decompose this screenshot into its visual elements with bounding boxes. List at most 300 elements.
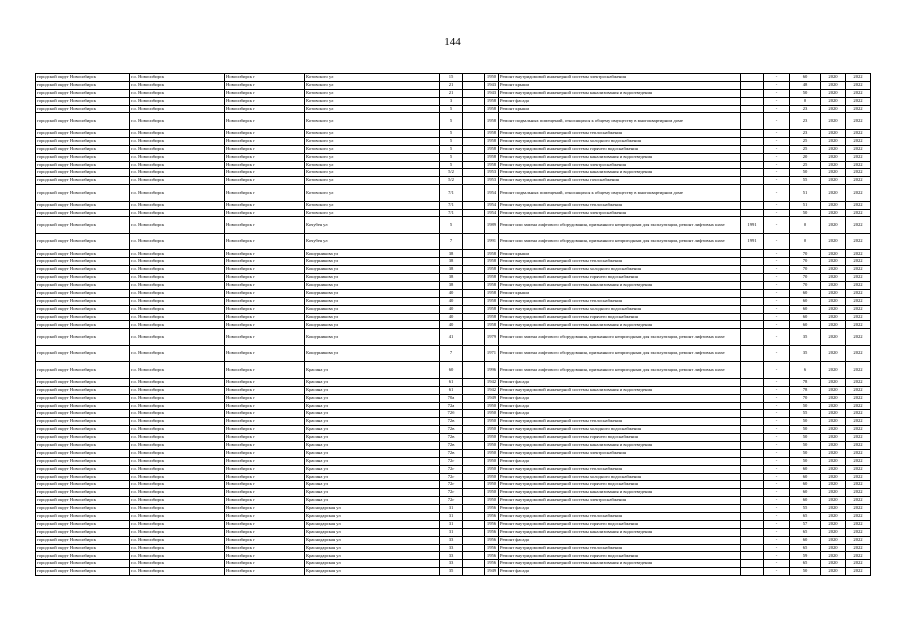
municipality-cell: городской округ Новосибирск xyxy=(36,266,130,274)
building-cell xyxy=(463,145,485,153)
table-row xyxy=(36,442,871,450)
start-year-cell: 2020 xyxy=(821,289,846,297)
dash-cell: - xyxy=(764,552,790,560)
start-year-cell: 2020 xyxy=(821,410,846,418)
dash-cell: - xyxy=(764,233,790,250)
building-cell xyxy=(463,552,485,560)
city-cell: Новосибирск г xyxy=(225,274,305,282)
building-cell xyxy=(463,329,485,346)
commissioning-year-cell xyxy=(741,402,764,410)
end-year-cell: 2022 xyxy=(846,449,871,457)
table-row xyxy=(36,513,871,521)
wear-percent-cell: 50 xyxy=(790,457,821,465)
start-year-cell: 2020 xyxy=(821,321,846,329)
district-cell: г.о. Новосибирск xyxy=(130,497,225,505)
city-cell: Новосибирск г xyxy=(225,145,305,153)
city-cell: Новосибирск г xyxy=(225,552,305,560)
work-type-cell: Ремонт фасада xyxy=(499,402,741,410)
street-cell: Красина ул xyxy=(305,426,440,434)
district-cell: г.о. Новосибирск xyxy=(130,386,225,394)
district-cell: г.о. Новосибирск xyxy=(130,258,225,266)
end-year-cell: 2022 xyxy=(846,153,871,161)
district-cell: г.о. Новосибирск xyxy=(130,465,225,473)
end-year-cell: 2022 xyxy=(846,250,871,258)
table-row xyxy=(36,177,871,185)
work-type-cell: Ремонт или замена лифтового оборудования, признанного непригодным для эксплуатации, ремонт лифтовых шахт xyxy=(499,233,741,250)
building-cell xyxy=(463,442,485,450)
work-type-cell: Ремонт внутридомовой инженерной системы горячего водоснабжения xyxy=(499,313,741,321)
street-cell: Кочубея ул xyxy=(305,217,440,234)
table-row xyxy=(36,129,871,137)
commissioning-year-cell xyxy=(741,321,764,329)
district-cell: г.о. Новосибирск xyxy=(130,402,225,410)
end-year-cell: 2022 xyxy=(846,489,871,497)
table-row xyxy=(36,321,871,329)
municipality-cell: городской округ Новосибирск xyxy=(36,289,130,297)
commissioning-year-cell xyxy=(741,250,764,258)
house-number-cell: 5 xyxy=(440,161,463,169)
house-number-cell: 61 xyxy=(440,386,463,394)
start-year-cell: 2020 xyxy=(821,442,846,450)
municipality-cell: городской округ Новосибирск xyxy=(36,528,130,536)
district-cell: г.о. Новосибирск xyxy=(130,520,225,528)
municipality-cell: городской округ Новосибирск xyxy=(36,169,130,177)
start-year-cell: 2020 xyxy=(821,536,846,544)
building-cell xyxy=(463,289,485,297)
house-number-cell: 5 xyxy=(440,105,463,113)
start-year-cell: 2020 xyxy=(821,505,846,513)
table-row xyxy=(36,568,871,576)
end-year-cell: 2022 xyxy=(846,536,871,544)
house-number-cell: 72а xyxy=(440,402,463,410)
dash-cell: - xyxy=(764,481,790,489)
building-cell xyxy=(463,473,485,481)
table-row xyxy=(36,297,871,305)
work-type-cell: Ремонт внутридомовой инженерной системы горячего водоснабжения xyxy=(499,481,741,489)
municipality-cell: городской округ Новосибирск xyxy=(36,201,130,209)
wear-percent-cell: 60 xyxy=(790,473,821,481)
street-cell: Кошурникова ул xyxy=(305,289,440,297)
year-cell: 1942 xyxy=(485,378,499,386)
street-cell: Красина ул xyxy=(305,481,440,489)
house-number-cell: 72г xyxy=(440,481,463,489)
house-number-cell: 7/1 xyxy=(440,209,463,217)
municipality-cell: городской округ Новосибирск xyxy=(36,552,130,560)
building-cell xyxy=(463,137,485,145)
year-cell: 1954 xyxy=(485,201,499,209)
work-type-cell: Ремонт внутридомовой инженерной системы теплоснабжения xyxy=(499,513,741,521)
building-cell xyxy=(463,97,485,105)
table-row xyxy=(36,153,871,161)
building-cell xyxy=(463,528,485,536)
municipality-cell: городской округ Новосибирск xyxy=(36,418,130,426)
end-year-cell: 2022 xyxy=(846,410,871,418)
wear-percent-cell: 60 xyxy=(790,536,821,544)
house-number-cell: 15 xyxy=(440,74,463,82)
commissioning-year-cell xyxy=(741,129,764,137)
year-cell: 1956 xyxy=(485,544,499,552)
end-year-cell: 2022 xyxy=(846,313,871,321)
city-cell: Новосибирск г xyxy=(225,536,305,544)
district-cell: г.о. Новосибирск xyxy=(130,185,225,202)
municipality-cell: городской округ Новосибирск xyxy=(36,74,130,82)
dash-cell: - xyxy=(764,129,790,137)
commissioning-year-cell xyxy=(741,473,764,481)
city-cell: Новосибирск г xyxy=(225,402,305,410)
table-row xyxy=(36,97,871,105)
municipality-cell: городской округ Новосибирск xyxy=(36,89,130,97)
work-type-cell: Ремонт внутридомовой инженерной системы электроснабжения xyxy=(499,161,741,169)
city-cell: Новосибирск г xyxy=(225,258,305,266)
work-type-cell: Ремонт внутридомовой инженерной системы теплоснабжения xyxy=(499,129,741,137)
end-year-cell: 2022 xyxy=(846,129,871,137)
work-type-cell: Ремонт фасада xyxy=(499,378,741,386)
city-cell: Новосибирск г xyxy=(225,282,305,290)
municipality-cell: городской округ Новосибирск xyxy=(36,145,130,153)
end-year-cell: 2022 xyxy=(846,402,871,410)
building-cell xyxy=(463,169,485,177)
year-cell: 1950 xyxy=(485,457,499,465)
commissioning-year-cell xyxy=(741,297,764,305)
city-cell: Новосибирск г xyxy=(225,177,305,185)
city-cell: Новосибирск г xyxy=(225,560,305,568)
street-cell: Котовского ул xyxy=(305,161,440,169)
wear-percent-cell: 0 xyxy=(790,233,821,250)
year-cell: 1950 xyxy=(485,481,499,489)
street-cell: Краснодарская ул xyxy=(305,536,440,544)
start-year-cell: 2020 xyxy=(821,544,846,552)
street-cell: Красина ул xyxy=(305,394,440,402)
municipality-cell: городской округ Новосибирск xyxy=(36,457,130,465)
dash-cell: - xyxy=(764,209,790,217)
building-cell xyxy=(463,465,485,473)
district-cell: г.о. Новосибирск xyxy=(130,129,225,137)
dash-cell: - xyxy=(764,505,790,513)
dash-cell: - xyxy=(764,544,790,552)
municipality-cell: городской округ Новосибирск xyxy=(36,513,130,521)
table-row xyxy=(36,434,871,442)
dash-cell: - xyxy=(764,362,790,379)
house-number-cell: 61 xyxy=(440,378,463,386)
municipality-cell: городской округ Новосибирск xyxy=(36,520,130,528)
work-type-cell: Ремонт фасада xyxy=(499,457,741,465)
street-cell: Котовского ул xyxy=(305,177,440,185)
wear-percent-cell: 78 xyxy=(790,378,821,386)
year-cell: 1958 xyxy=(485,274,499,282)
table-row xyxy=(36,520,871,528)
street-cell: Котовского ул xyxy=(305,74,440,82)
district-cell: г.о. Новосибирск xyxy=(130,552,225,560)
table-row xyxy=(36,536,871,544)
municipality-cell: городской округ Новосибирск xyxy=(36,217,130,234)
wear-percent-cell: 0 xyxy=(790,97,821,105)
work-type-cell: Ремонт фасада xyxy=(499,394,741,402)
house-number-cell: 5/2 xyxy=(440,169,463,177)
table-row xyxy=(36,282,871,290)
street-cell: Котовского ул xyxy=(305,201,440,209)
district-cell: г.о. Новосибирск xyxy=(130,442,225,450)
start-year-cell: 2020 xyxy=(821,274,846,282)
city-cell: Новосибирск г xyxy=(225,81,305,89)
city-cell: Новосибирск г xyxy=(225,442,305,450)
city-cell: Новосибирск г xyxy=(225,129,305,137)
building-cell xyxy=(463,74,485,82)
start-year-cell: 2020 xyxy=(821,177,846,185)
building-cell xyxy=(463,305,485,313)
district-cell: г.о. Новосибирск xyxy=(130,209,225,217)
end-year-cell: 2022 xyxy=(846,465,871,473)
wear-percent-cell: 60 xyxy=(790,289,821,297)
street-cell: Кошурникова ул xyxy=(305,305,440,313)
table-row xyxy=(36,313,871,321)
end-year-cell: 2022 xyxy=(846,528,871,536)
year-cell: 1954 xyxy=(485,209,499,217)
end-year-cell: 2022 xyxy=(846,233,871,250)
table-row xyxy=(36,305,871,313)
end-year-cell: 2022 xyxy=(846,305,871,313)
street-cell: Краснодарская ул xyxy=(305,552,440,560)
dash-cell: - xyxy=(764,560,790,568)
table-row xyxy=(36,481,871,489)
commissioning-year-cell xyxy=(741,209,764,217)
building-cell xyxy=(463,497,485,505)
house-number-cell: 7 xyxy=(440,233,463,250)
house-number-cell: 35 xyxy=(440,568,463,576)
city-cell: Новосибирск г xyxy=(225,497,305,505)
end-year-cell: 2022 xyxy=(846,266,871,274)
district-cell: г.о. Новосибирск xyxy=(130,74,225,82)
street-cell: Котовского ул xyxy=(305,105,440,113)
commissioning-year-cell xyxy=(741,201,764,209)
work-type-cell: Ремонт внутридомовой инженерной системы канализования и водоотведения xyxy=(499,89,741,97)
municipality-cell: городской округ Новосибирск xyxy=(36,97,130,105)
district-cell: г.о. Новосибирск xyxy=(130,513,225,521)
table-row xyxy=(36,465,871,473)
dash-cell: - xyxy=(764,465,790,473)
start-year-cell: 2020 xyxy=(821,97,846,105)
end-year-cell: 2022 xyxy=(846,289,871,297)
municipality-cell: городской округ Новосибирск xyxy=(36,185,130,202)
dash-cell: - xyxy=(764,201,790,209)
district-cell: г.о. Новосибирск xyxy=(130,89,225,97)
municipality-cell: городской округ Новосибирск xyxy=(36,568,130,576)
dash-cell: - xyxy=(764,345,790,362)
street-cell: Кошурникова ул xyxy=(305,345,440,362)
municipality-cell: городской округ Новосибирск xyxy=(36,465,130,473)
start-year-cell: 2020 xyxy=(821,402,846,410)
street-cell: Котовского ул xyxy=(305,185,440,202)
start-year-cell: 2020 xyxy=(821,378,846,386)
start-year-cell: 2020 xyxy=(821,250,846,258)
street-cell: Кошурникова ул xyxy=(305,282,440,290)
start-year-cell: 2020 xyxy=(821,520,846,528)
wear-percent-cell: 60 xyxy=(790,489,821,497)
municipality-cell: городской округ Новосибирск xyxy=(36,345,130,362)
municipality-cell: городской округ Новосибирск xyxy=(36,362,130,379)
district-cell: г.о. Новосибирск xyxy=(130,282,225,290)
city-cell: Новосибирск г xyxy=(225,386,305,394)
street-cell: Краснодарская ул xyxy=(305,505,440,513)
building-cell xyxy=(463,513,485,521)
work-type-cell: Ремонт внутридомовой инженерной системы холодного водоснабжения xyxy=(499,426,741,434)
house-number-cell: 31 xyxy=(440,505,463,513)
wear-percent-cell: 60 xyxy=(790,74,821,82)
commissioning-year-cell xyxy=(741,560,764,568)
street-cell: Котовского ул xyxy=(305,81,440,89)
year-cell: 1958 xyxy=(485,289,499,297)
wear-percent-cell: 35 xyxy=(790,329,821,346)
street-cell: Кошурникова ул xyxy=(305,321,440,329)
building-cell xyxy=(463,362,485,379)
work-type-cell: Ремонт фасада xyxy=(499,410,741,418)
end-year-cell: 2022 xyxy=(846,137,871,145)
start-year-cell: 2020 xyxy=(821,105,846,113)
work-type-cell: Ремонт внутридомовой инженерной системы канализования и водоотведения xyxy=(499,560,741,568)
house-number-cell: 38 xyxy=(440,274,463,282)
start-year-cell: 2020 xyxy=(821,266,846,274)
district-cell: г.о. Новосибирск xyxy=(130,544,225,552)
street-cell: Красина ул xyxy=(305,418,440,426)
district-cell: г.о. Новосибирск xyxy=(130,313,225,321)
year-cell: 1958 xyxy=(485,113,499,130)
city-cell: Новосибирск г xyxy=(225,410,305,418)
year-cell: 1958 xyxy=(485,97,499,105)
table-row xyxy=(36,418,871,426)
house-number-cell: 5 xyxy=(440,129,463,137)
municipality-cell: городской округ Новосибирск xyxy=(36,153,130,161)
street-cell: Красина ул xyxy=(305,362,440,379)
house-number-cell: 72в xyxy=(440,434,463,442)
year-cell: 1949 xyxy=(485,394,499,402)
wear-percent-cell: 50 xyxy=(790,402,821,410)
end-year-cell: 2022 xyxy=(846,217,871,234)
commissioning-year-cell xyxy=(741,394,764,402)
year-cell: 1953 xyxy=(485,169,499,177)
house-number-cell: 33 xyxy=(440,536,463,544)
table-row xyxy=(36,113,871,130)
district-cell: г.о. Новосибирск xyxy=(130,536,225,544)
commissioning-year-cell xyxy=(741,113,764,130)
building-cell xyxy=(463,418,485,426)
city-cell: Новосибирск г xyxy=(225,520,305,528)
building-cell xyxy=(463,568,485,576)
end-year-cell: 2022 xyxy=(846,362,871,379)
work-type-cell: Ремонт фасада xyxy=(499,97,741,105)
wear-percent-cell: 55 xyxy=(790,505,821,513)
commissioning-year-cell xyxy=(741,258,764,266)
municipality-cell: городской округ Новосибирск xyxy=(36,386,130,394)
municipality-cell: городской округ Новосибирск xyxy=(36,233,130,250)
commissioning-year-cell xyxy=(741,505,764,513)
work-type-cell: Ремонт внутридомовой инженерной системы горячего водоснабжения xyxy=(499,145,741,153)
city-cell: Новосибирск г xyxy=(225,418,305,426)
dash-cell: - xyxy=(764,473,790,481)
street-cell: Котовского ул xyxy=(305,153,440,161)
district-cell: г.о. Новосибирск xyxy=(130,153,225,161)
year-cell: 1943 xyxy=(485,81,499,89)
building-cell xyxy=(463,233,485,250)
wear-percent-cell: 78 xyxy=(790,386,821,394)
dash-cell: - xyxy=(764,568,790,576)
wear-percent-cell: 35 xyxy=(790,345,821,362)
district-cell: г.о. Новосибирск xyxy=(130,274,225,282)
house-number-cell: 33 xyxy=(440,560,463,568)
year-cell: 1958 xyxy=(485,313,499,321)
commissioning-year-cell xyxy=(741,449,764,457)
municipality-cell: городской округ Новосибирск xyxy=(36,489,130,497)
house-number-cell: 21 xyxy=(440,81,463,89)
district-cell: г.о. Новосибирск xyxy=(130,394,225,402)
dash-cell: - xyxy=(764,250,790,258)
district-cell: г.о. Новосибирск xyxy=(130,489,225,497)
dash-cell: - xyxy=(764,217,790,234)
dash-cell: - xyxy=(764,105,790,113)
house-number-cell: 72г xyxy=(440,465,463,473)
wear-percent-cell: 50 xyxy=(790,418,821,426)
building-cell xyxy=(463,153,485,161)
street-cell: Красина ул xyxy=(305,473,440,481)
street-cell: Красина ул xyxy=(305,410,440,418)
municipality-cell: городской округ Новосибирск xyxy=(36,321,130,329)
start-year-cell: 2020 xyxy=(821,113,846,130)
city-cell: Новосибирск г xyxy=(225,345,305,362)
work-type-cell: Ремонт внутридомовой инженерной системы электроснабжения xyxy=(499,209,741,217)
building-cell xyxy=(463,258,485,266)
street-cell: Котовского ул xyxy=(305,129,440,137)
end-year-cell: 2022 xyxy=(846,274,871,282)
wear-percent-cell: 60 xyxy=(790,297,821,305)
commissioning-year-cell xyxy=(741,153,764,161)
work-type-cell: Ремонт внутридомовой инженерной системы теплоснабжения xyxy=(499,465,741,473)
commissioning-year-cell xyxy=(741,481,764,489)
commissioning-year-cell xyxy=(741,426,764,434)
table-row xyxy=(36,457,871,465)
year-cell: 1956 xyxy=(485,528,499,536)
wear-percent-cell: 60 xyxy=(790,465,821,473)
end-year-cell: 2022 xyxy=(846,442,871,450)
table-row xyxy=(36,89,871,97)
house-number-cell: 72в xyxy=(440,426,463,434)
wear-percent-cell: 65 xyxy=(790,513,821,521)
start-year-cell: 2020 xyxy=(821,209,846,217)
start-year-cell: 2020 xyxy=(821,185,846,202)
municipality-cell: городской округ Новосибирск xyxy=(36,402,130,410)
dash-cell: - xyxy=(764,386,790,394)
start-year-cell: 2020 xyxy=(821,418,846,426)
start-year-cell: 2020 xyxy=(821,489,846,497)
dash-cell: - xyxy=(764,297,790,305)
start-year-cell: 2020 xyxy=(821,386,846,394)
commissioning-year-cell xyxy=(741,536,764,544)
street-cell: Котовского ул xyxy=(305,145,440,153)
municipality-cell: городской округ Новосибирск xyxy=(36,282,130,290)
commissioning-year-cell xyxy=(741,105,764,113)
year-cell: 1954 xyxy=(485,185,499,202)
city-cell: Новосибирск г xyxy=(225,297,305,305)
page-number: 144 xyxy=(444,36,461,48)
wear-percent-cell: 57 xyxy=(790,520,821,528)
city-cell: Новосибирск г xyxy=(225,568,305,576)
dash-cell: - xyxy=(764,113,790,130)
end-year-cell: 2022 xyxy=(846,552,871,560)
city-cell: Новосибирск г xyxy=(225,449,305,457)
municipality-cell: городской округ Новосибирск xyxy=(36,329,130,346)
district-cell: г.о. Новосибирск xyxy=(130,321,225,329)
table-row xyxy=(36,449,871,457)
wear-percent-cell: 55 xyxy=(790,410,821,418)
end-year-cell: 2022 xyxy=(846,169,871,177)
commissioning-year-cell xyxy=(741,513,764,521)
